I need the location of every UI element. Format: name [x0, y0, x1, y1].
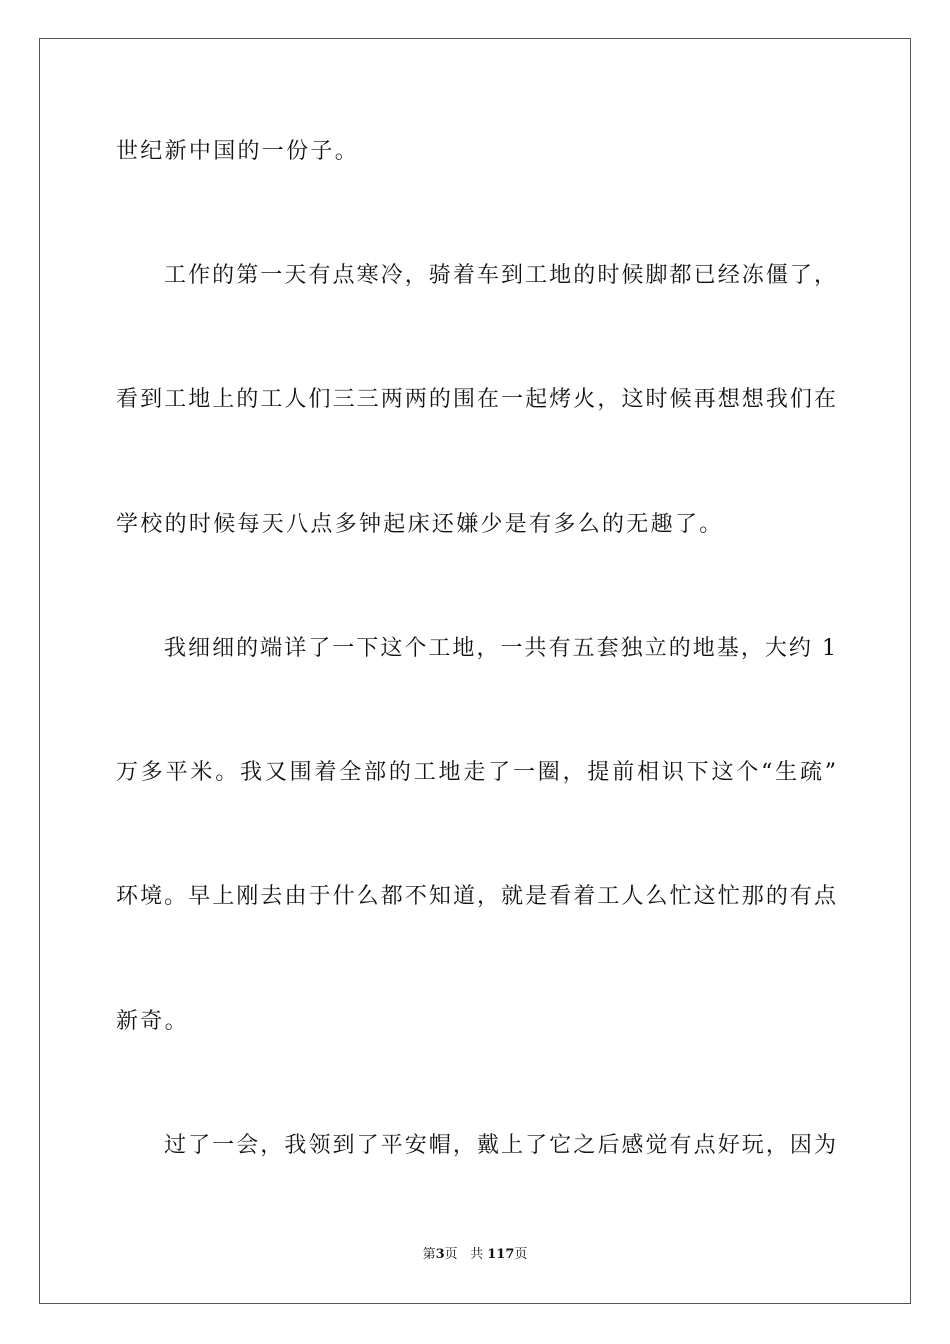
footer-total-pages: 117 — [487, 1247, 515, 1262]
footer-page-number: 3 — [435, 1247, 445, 1262]
text-line-1: 世纪新中国的一份子。 — [116, 139, 360, 164]
text-line-3: 看到工地上的工人们三三两两的围在一起烤火，这时候再想想我们在 — [116, 387, 836, 412]
page-border — [39, 38, 911, 1304]
text-line-8: 新奇。 — [116, 1009, 189, 1034]
text-line-7: 环境。早上刚去由于什么都不知道，就是看着工人么忙这忙那的有点 — [116, 884, 836, 909]
footer-page-suffix: 页 — [444, 1247, 458, 1262]
page-footer — [0, 1247, 950, 1263]
text-line-4: 学校的时候每天八点多钟起床还嫌少是有多么的无趣了。 — [116, 512, 724, 537]
paragraph-start-line-2: 工作的第一天有点寒冷，骑着车到工地的时候脚都已经冻僵了， — [164, 263, 836, 288]
footer-total-prefix: 共 — [470, 1247, 484, 1262]
footer-page-prefix: 第 — [422, 1247, 436, 1262]
paragraph-start-line-5: 我细细的端详了一下这个工地，一共有五套独立的地基，大约 1 — [164, 636, 836, 661]
text-line-6: 万多平米。我又围着全部的工地走了一圈，提前相识下这个“生疏” — [116, 760, 836, 785]
paragraph-start-line-9: 过了一会，我领到了平安帽，戴上了它之后感觉有点好玩，因为 — [164, 1133, 836, 1158]
footer-total-suffix: 页 — [514, 1247, 528, 1262]
